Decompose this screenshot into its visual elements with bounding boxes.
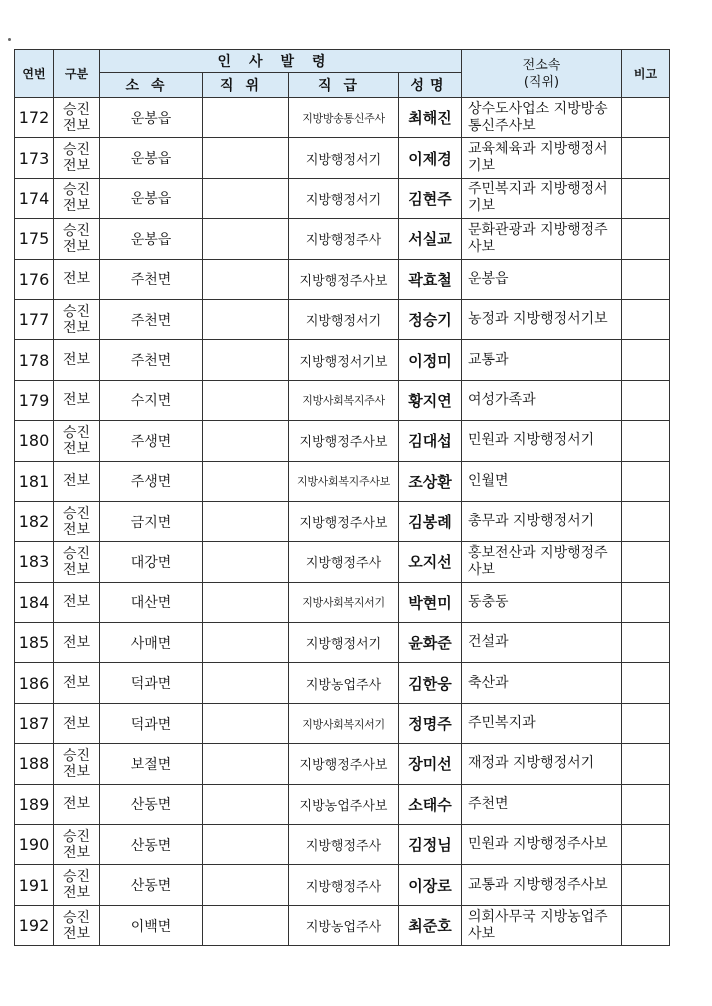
row-category: 전보: [54, 582, 100, 622]
table-row: [15, 461, 670, 501]
row-category: 승진 전보: [54, 501, 100, 541]
row-name: 김현주: [399, 178, 462, 218]
row-category: 승진 전보: [54, 542, 100, 582]
row-dept: 보절면: [100, 744, 203, 784]
personnel-table: [14, 49, 670, 946]
row-previous-dept: 인월면: [462, 461, 622, 501]
row-dept: 덕과면: [100, 663, 203, 703]
row-number: 186: [15, 663, 54, 703]
row-note: [622, 501, 670, 541]
row-previous-dept: 홍보전산과 지방행정주사보: [462, 542, 622, 582]
row-previous-dept: 동충동: [462, 582, 622, 622]
row-position: [203, 340, 289, 380]
row-number: 187: [15, 703, 54, 743]
row-dept: 산동면: [100, 825, 203, 865]
row-name: 곽효철: [399, 259, 462, 299]
row-position: [203, 219, 289, 259]
row-category: 전보: [54, 703, 100, 743]
row-number: 176: [15, 259, 54, 299]
row-previous-dept: 축산과: [462, 663, 622, 703]
row-previous-dept: 교통과: [462, 340, 622, 380]
table-row: [15, 380, 670, 420]
row-dept: 주천면: [100, 340, 203, 380]
row-dept: 주천면: [100, 259, 203, 299]
row-dept: 사매면: [100, 623, 203, 663]
row-dept: 대산면: [100, 582, 203, 622]
row-grade: 지방행정주사보: [289, 744, 399, 784]
row-grade: 지방행정서기: [289, 299, 399, 339]
row-number: 188: [15, 744, 54, 784]
row-position: [203, 825, 289, 865]
row-grade: 지방사회복지주사: [289, 380, 399, 420]
row-name: 이제경: [399, 138, 462, 178]
row-previous-dept: 재정과 지방행정서기: [462, 744, 622, 784]
row-note: [622, 178, 670, 218]
row-dept: 산동면: [100, 865, 203, 905]
row-dept: 수지면: [100, 380, 203, 420]
row-position: [203, 623, 289, 663]
row-number: 181: [15, 461, 54, 501]
row-name: 김정님: [399, 825, 462, 865]
row-grade: 지방행정주사: [289, 219, 399, 259]
row-position: [203, 582, 289, 622]
table-row: [15, 744, 670, 784]
row-number: 190: [15, 825, 54, 865]
row-category: 승진 전보: [54, 219, 100, 259]
row-dept: 주생면: [100, 461, 203, 501]
row-name: 정승기: [399, 299, 462, 339]
row-number: 184: [15, 582, 54, 622]
row-name: 윤화준: [399, 623, 462, 663]
row-name: 최해진: [399, 98, 462, 138]
row-dept: 운봉읍: [100, 98, 203, 138]
row-grade: 지방사회복지서기: [289, 582, 399, 622]
row-dept: 산동면: [100, 784, 203, 824]
row-category: 승진 전보: [54, 421, 100, 461]
row-position: [203, 663, 289, 703]
row-name: 황지연: [399, 380, 462, 420]
row-position: [203, 784, 289, 824]
row-grade: 지방행정서기보: [289, 340, 399, 380]
row-position: [203, 178, 289, 218]
row-position: [203, 744, 289, 784]
table-row: [15, 542, 670, 582]
row-number: 180: [15, 421, 54, 461]
table-row: [15, 623, 670, 663]
row-category: 전보: [54, 380, 100, 420]
row-dept: 운봉읍: [100, 178, 203, 218]
row-previous-dept: 운봉읍: [462, 259, 622, 299]
table-row: [15, 299, 670, 339]
row-category: 승진 전보: [54, 178, 100, 218]
row-note: [622, 744, 670, 784]
row-dept: 운봉읍: [100, 219, 203, 259]
row-position: [203, 542, 289, 582]
table-row: [15, 421, 670, 461]
row-category: 전보: [54, 340, 100, 380]
row-position: [203, 299, 289, 339]
table-row: [15, 219, 670, 259]
row-note: [622, 542, 670, 582]
row-grade: 지방사회복지서기: [289, 703, 399, 743]
row-position: [203, 421, 289, 461]
row-note: [622, 582, 670, 622]
row-position: [203, 501, 289, 541]
row-grade: 지방농업주사: [289, 905, 399, 945]
row-grade: 지방방송통신주사: [289, 98, 399, 138]
row-previous-dept: 총무과 지방행정서기: [462, 501, 622, 541]
row-number: 173: [15, 138, 54, 178]
row-grade: 지방행정서기: [289, 623, 399, 663]
row-number: 183: [15, 542, 54, 582]
table-row: [15, 905, 670, 945]
row-grade: 지방농업주사: [289, 663, 399, 703]
row-category: 전보: [54, 623, 100, 663]
row-position: [203, 380, 289, 420]
row-note: [622, 421, 670, 461]
row-position: [203, 865, 289, 905]
row-dept: 이백면: [100, 905, 203, 945]
scan-speck: [8, 38, 11, 41]
row-previous-dept: 주민복지과: [462, 703, 622, 743]
table-row: [15, 178, 670, 218]
table-row: [15, 784, 670, 824]
row-category: 승진 전보: [54, 138, 100, 178]
row-position: [203, 905, 289, 945]
header-action: 인사발령: [100, 50, 462, 73]
row-note: [622, 98, 670, 138]
row-position: [203, 703, 289, 743]
row-number: 172: [15, 98, 54, 138]
row-number: 178: [15, 340, 54, 380]
row-category: 승진 전보: [54, 744, 100, 784]
row-category: 승진 전보: [54, 865, 100, 905]
header-dept: 소속: [100, 73, 203, 98]
header-name: 성명: [399, 73, 462, 98]
row-dept: 금지면: [100, 501, 203, 541]
table-row: [15, 98, 670, 138]
row-previous-dept: 교육체육과 지방행정서기보: [462, 138, 622, 178]
table-row: [15, 501, 670, 541]
row-number: 185: [15, 623, 54, 663]
row-category: 승진 전보: [54, 98, 100, 138]
row-name: 이정미: [399, 340, 462, 380]
header-category: 구분: [54, 50, 100, 98]
row-number: 191: [15, 865, 54, 905]
row-position: [203, 461, 289, 501]
row-previous-dept: 상수도사업소 지방방송통신주사보: [462, 98, 622, 138]
row-name: 김대섭: [399, 421, 462, 461]
row-category: 전보: [54, 784, 100, 824]
row-note: [622, 259, 670, 299]
table-row: [15, 825, 670, 865]
table-row: [15, 340, 670, 380]
table-row: [15, 663, 670, 703]
row-previous-dept: 민원과 지방행정서기: [462, 421, 622, 461]
row-name: 서실교: [399, 219, 462, 259]
row-position: [203, 98, 289, 138]
row-category: 전보: [54, 461, 100, 501]
row-category: 승진 전보: [54, 299, 100, 339]
row-category: 승진 전보: [54, 825, 100, 865]
row-note: [622, 865, 670, 905]
row-name: 오지선: [399, 542, 462, 582]
row-note: [622, 219, 670, 259]
header-note: 비고: [622, 50, 670, 98]
table-row: [15, 138, 670, 178]
row-dept: 주천면: [100, 299, 203, 339]
row-note: [622, 825, 670, 865]
row-previous-dept: 농정과 지방행정서기보: [462, 299, 622, 339]
row-previous-dept: 의회사무국 지방농업주사보: [462, 905, 622, 945]
row-name: 김한웅: [399, 663, 462, 703]
header-no: 연번: [15, 50, 54, 98]
table-row: [15, 865, 670, 905]
row-grade: 지방행정주사보: [289, 501, 399, 541]
row-previous-dept: 교통과 지방행정주사보: [462, 865, 622, 905]
row-name: 정명주: [399, 703, 462, 743]
row-grade: 지방행정서기: [289, 138, 399, 178]
row-grade: 지방행정주사: [289, 865, 399, 905]
row-dept: 덕과면: [100, 703, 203, 743]
row-name: 이장로: [399, 865, 462, 905]
row-number: 177: [15, 299, 54, 339]
row-name: 장미선: [399, 744, 462, 784]
row-previous-dept: 건설과: [462, 623, 622, 663]
header-transfer: 전소속 (직위): [462, 50, 622, 98]
row-note: [622, 663, 670, 703]
row-name: 조상환: [399, 461, 462, 501]
row-grade: 지방행정주사: [289, 542, 399, 582]
row-dept: 운봉읍: [100, 138, 203, 178]
row-number: 182: [15, 501, 54, 541]
row-grade: 지방행정주사: [289, 825, 399, 865]
row-category: 전보: [54, 259, 100, 299]
row-number: 179: [15, 380, 54, 420]
row-grade: 지방행정주사보: [289, 259, 399, 299]
row-note: [622, 703, 670, 743]
table-row: [15, 259, 670, 299]
row-grade: 지방사회복지주사보: [289, 461, 399, 501]
row-note: [622, 905, 670, 945]
row-note: [622, 461, 670, 501]
row-name: 최준호: [399, 905, 462, 945]
row-category: 전보: [54, 663, 100, 703]
row-previous-dept: 주천면: [462, 784, 622, 824]
row-note: [622, 299, 670, 339]
row-dept: 주생면: [100, 421, 203, 461]
row-name: 소태수: [399, 784, 462, 824]
row-grade: 지방행정주사보: [289, 421, 399, 461]
row-number: 189: [15, 784, 54, 824]
row-note: [622, 784, 670, 824]
row-note: [622, 138, 670, 178]
table-row: [15, 582, 670, 622]
row-category: 승진 전보: [54, 905, 100, 945]
table-row: [15, 703, 670, 743]
row-number: 175: [15, 219, 54, 259]
row-grade: 지방농업주사보: [289, 784, 399, 824]
row-note: [622, 340, 670, 380]
row-dept: 대강면: [100, 542, 203, 582]
row-note: [622, 380, 670, 420]
row-previous-dept: 주민복지과 지방행정서기보: [462, 178, 622, 218]
row-grade: 지방행정서기: [289, 178, 399, 218]
row-position: [203, 138, 289, 178]
row-name: 김봉례: [399, 501, 462, 541]
row-name: 박현미: [399, 582, 462, 622]
row-position: [203, 259, 289, 299]
row-note: [622, 623, 670, 663]
row-previous-dept: 민원과 지방행정주사보: [462, 825, 622, 865]
row-previous-dept: 여성가족과: [462, 380, 622, 420]
row-previous-dept: 문화관광과 지방행정주사보: [462, 219, 622, 259]
header-grade: 직급: [289, 73, 399, 98]
row-number: 174: [15, 178, 54, 218]
header-position: 직위: [203, 73, 289, 98]
row-number: 192: [15, 905, 54, 945]
